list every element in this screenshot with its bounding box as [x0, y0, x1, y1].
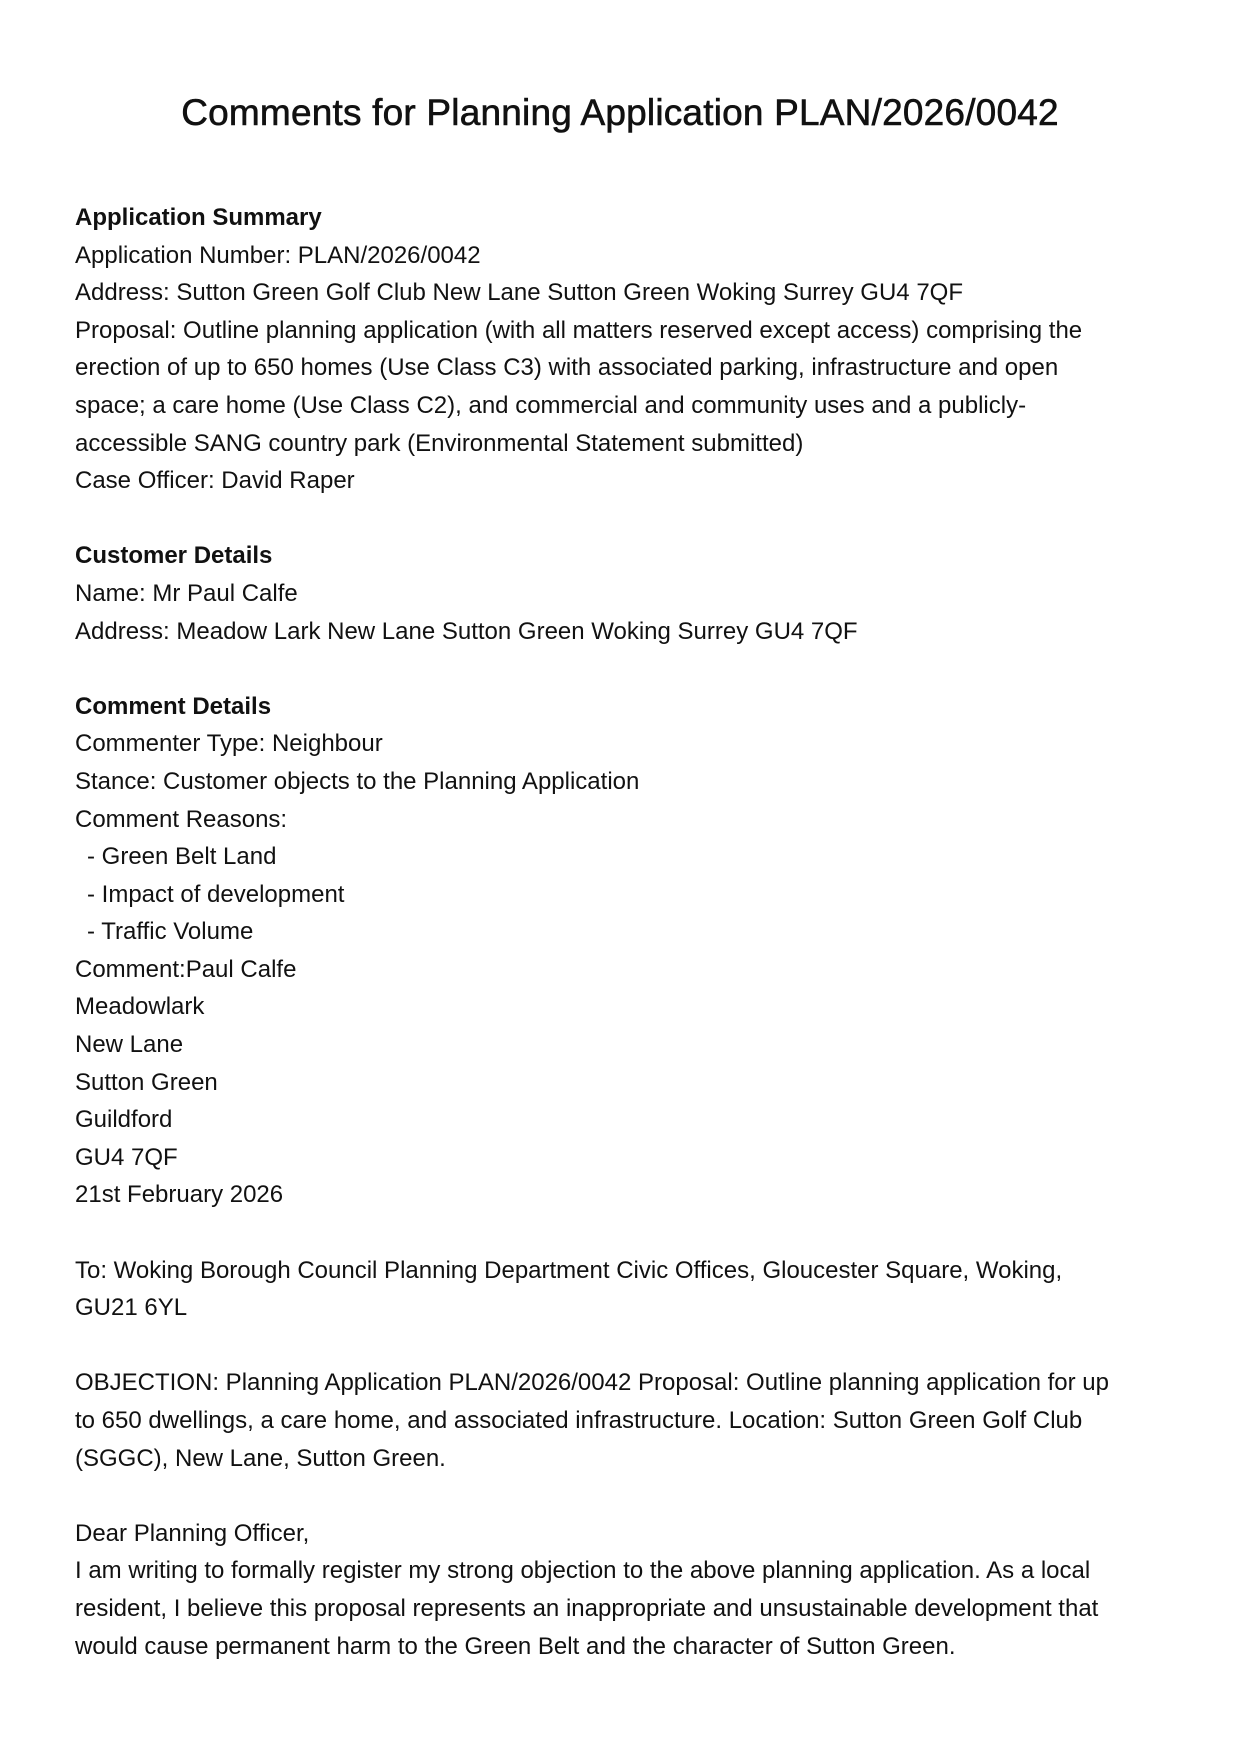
comment-reason-item: - Traffic Volume	[87, 918, 254, 946]
comment-line: Meadowlark	[75, 993, 205, 1021]
comment-line: Guildford	[75, 1106, 173, 1134]
comment-reason-item: - Impact of development	[87, 880, 345, 908]
proposal-line: erection of up to 650 homes (Use Class C3) with associated parking, infrastructure and open	[75, 354, 1059, 382]
application-summary-heading: Application Summary	[75, 204, 322, 231]
page-title: Comments for Planning Application PLAN/2026/0042	[181, 92, 1059, 133]
body-line: I am writing to formally register my strong objection to the above planning application. As a local	[75, 1557, 1091, 1585]
comment-details-section	[75, 688, 1175, 1665]
paragraph-spacer	[75, 1327, 1175, 1365]
customer-details-section	[75, 537, 1175, 650]
section-spacer	[75, 500, 1175, 538]
proposal-line: space; a care home (Use Class C2), and commercial and community uses and a publicly-	[75, 391, 1027, 419]
objection-line: (SGGC), New Lane, Sutton Green.	[75, 1444, 446, 1472]
salutation: Dear Planning Officer,	[75, 1519, 310, 1547]
document-body	[75, 199, 1175, 1665]
body-line: resident, I believe this proposal represents an inappropriate and unsustainable development that	[75, 1594, 1099, 1622]
body-line: would cause permanent harm to the Green Belt and the character of Sutton Green.	[75, 1632, 956, 1660]
commenter-type: Commenter Type: Neighbour	[75, 730, 383, 758]
recipient-line: GU21 6YL	[75, 1294, 188, 1322]
paragraph-spacer	[75, 1214, 1175, 1252]
comment-line: New Lane	[75, 1031, 184, 1059]
section-spacer	[75, 650, 1175, 688]
comment-reason-item: - Green Belt Land	[87, 843, 277, 871]
proposal-line: accessible SANG country park (Environmental Statement submitted)	[75, 429, 804, 457]
comment-details-heading: Comment Details	[75, 692, 272, 720]
comment-line: Sutton Green	[75, 1068, 218, 1096]
objection-line: to 650 dwellings, a care home, and associated infrastructure. Location: Sutton Green Golf Club	[75, 1407, 1083, 1434]
application-number: Application Number: PLAN/2026/0042	[75, 241, 481, 269]
application-summary-section	[75, 199, 1175, 500]
objection-line: OBJECTION: Planning Application PLAN/2026/0042 Proposal: Outline planning application for up	[75, 1369, 1109, 1397]
paragraph-spacer	[75, 1477, 1175, 1515]
recipient-line: To: Woking Borough Council Planning Department Civic Offices, Gloucester Square, Woking,	[75, 1256, 1063, 1284]
stance: Stance: Customer objects to the Planning Application	[75, 767, 640, 795]
customer-address: Address: Meadow Lark New Lane Sutton Green Woking Surrey GU4 7QF	[75, 617, 858, 645]
comment-date: 21st February 2026	[75, 1181, 284, 1209]
customer-name: Name: Mr Paul Calfe	[75, 579, 298, 607]
application-address: Address: Sutton Green Golf Club New Lane Sutton Green Woking Surrey GU4 7QF	[75, 279, 963, 307]
case-officer: Case Officer: David Raper	[75, 467, 355, 495]
proposal-line: Proposal: Outline planning application (with all matters reserved except access) comprising the	[75, 316, 1083, 344]
comment-line: Comment:Paul Calfe	[75, 955, 297, 983]
comment-line: GU4 7QF	[75, 1143, 178, 1171]
comment-reasons-label: Comment Reasons:	[75, 805, 288, 833]
customer-details-heading: Customer Details	[75, 542, 273, 570]
